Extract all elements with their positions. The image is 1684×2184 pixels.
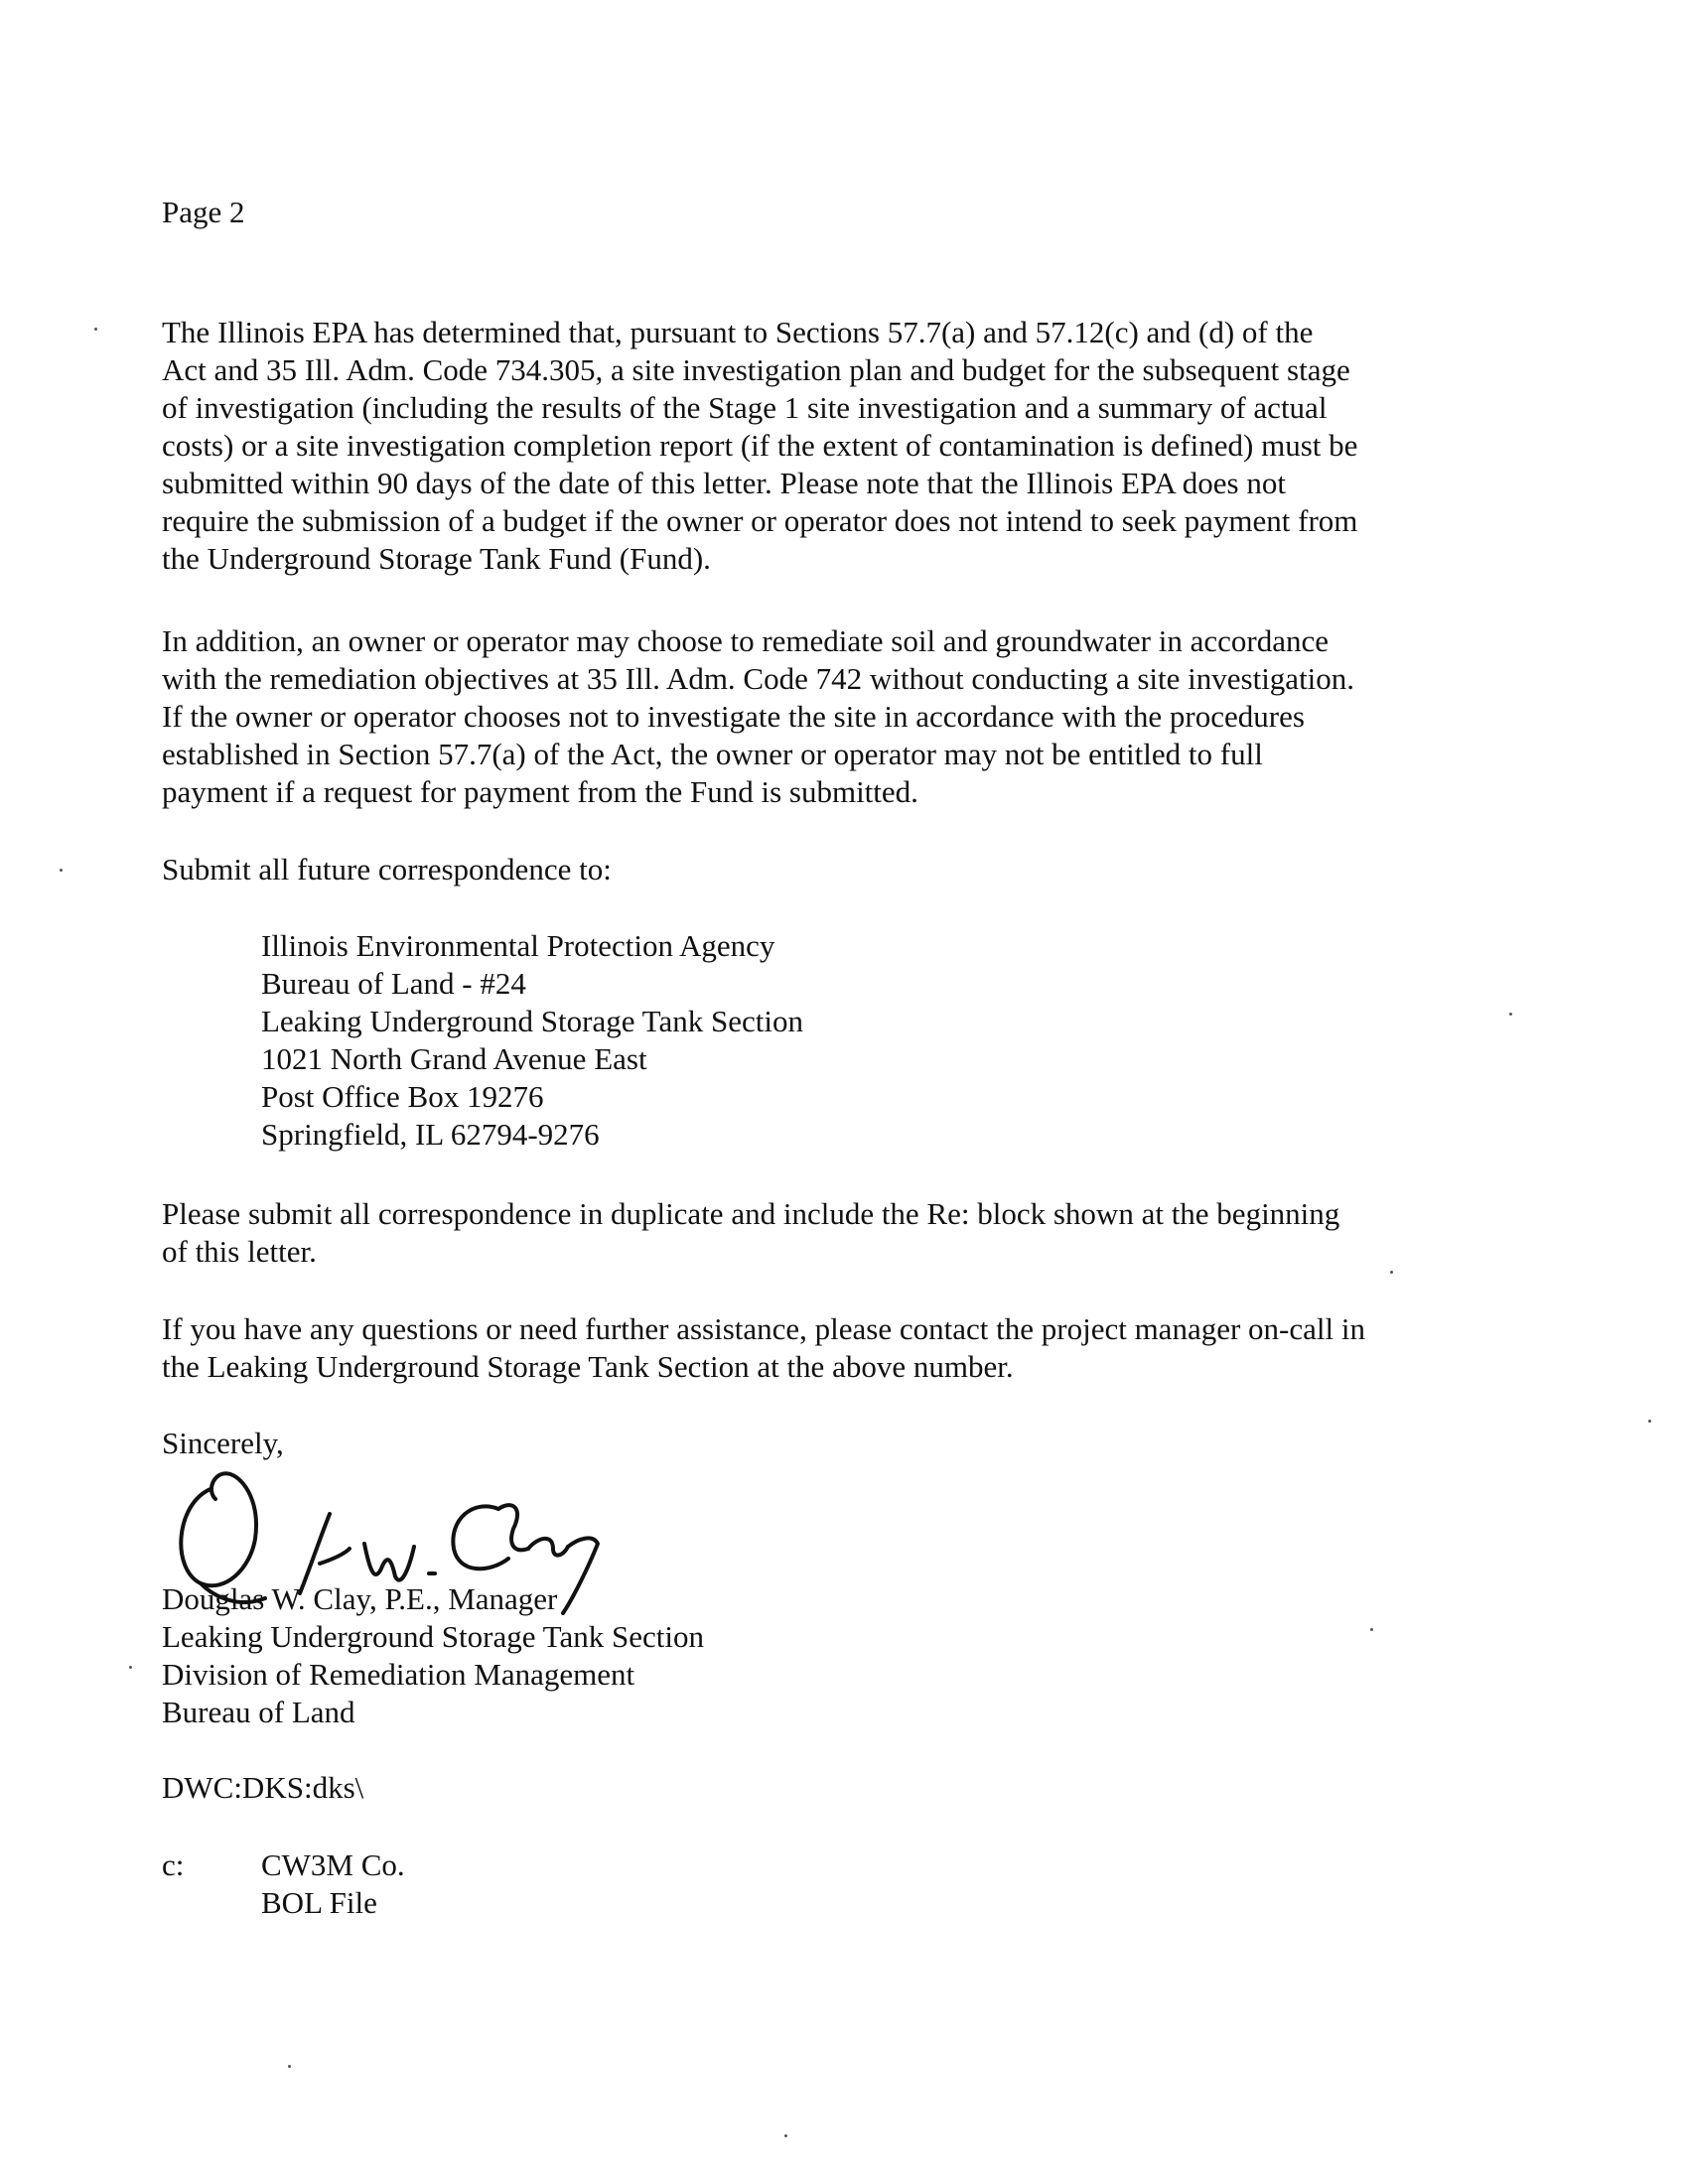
signer-division: Division of Remediation Management: [162, 1657, 635, 1692]
scan-speck: [94, 328, 97, 331]
signer-bureau: Bureau of Land: [162, 1695, 355, 1729]
scan-speck: [60, 869, 63, 872]
paragraph-duplicate: [162, 1195, 1453, 1271]
paragraph-line: The Illinois EPA has determined that, pursuant to Sections 57.7(a) and 57.12(c) and (d) of the: [162, 315, 1314, 349]
cc-recipient: BOL File: [261, 1885, 377, 1920]
cc-label: c:: [162, 1847, 185, 1882]
signature-block: [162, 1580, 704, 1731]
scan-speck: [288, 2065, 291, 2068]
paragraph-line: If you have any questions or need further assistance, please contact the project manager on-call in: [162, 1311, 1365, 1346]
cc-recipient: CW3M Co.: [261, 1847, 405, 1882]
paragraph-line: submitted within 90 days of the date of this letter. Please note that the Illinois EPA does not: [162, 466, 1286, 500]
scan-speck: [1370, 1628, 1373, 1631]
cc-recipients: [261, 1846, 405, 1922]
paragraph-submit-to: [162, 851, 1453, 888]
paragraph-line: with the remediation objectives at 35 Ill. Adm. Code 742 without conducting a site investigation.: [162, 661, 1355, 696]
paragraph-line: the Underground Storage Tank Fund (Fund).: [162, 541, 711, 576]
signer-name: Douglas W. Clay, P.E., Manager: [162, 1581, 558, 1616]
paragraph-line: Act and 35 Ill. Adm. Code 734.305, a site investigation plan and budget for the subsequent stage: [162, 352, 1350, 387]
paragraph-questions: [162, 1310, 1453, 1386]
mailing-address: [261, 927, 803, 1154]
scan-speck: [129, 1666, 132, 1669]
paragraph-line: of this letter.: [162, 1234, 317, 1269]
address-line: Bureau of Land - #24: [261, 966, 526, 1001]
closing-salutation: Sincerely,: [162, 1426, 284, 1460]
scan-speck: [1648, 1420, 1651, 1423]
paragraph-line: In addition, an owner or operator may choose to remediate soil and groundwater in accordance: [162, 623, 1329, 658]
scan-speck: [784, 2134, 787, 2137]
paragraph-line: the Leaking Underground Storage Tank Section at the above number.: [162, 1349, 1014, 1384]
paragraph-line: of investigation (including the results of the Stage 1 site investigation and a summary of actual: [162, 390, 1328, 425]
paragraph-line: Please submit all correspondence in duplicate and include the Re: block shown at the beginning: [162, 1196, 1340, 1231]
paragraph-remediation: [162, 622, 1453, 811]
scan-speck: [1509, 1013, 1512, 1016]
scan-speck: [1390, 1271, 1393, 1274]
paragraph-line: established in Section 57.7(a) of the Act, the owner or operator may not be entitled to full: [162, 737, 1263, 771]
paragraph-line: Submit all future correspondence to:: [162, 852, 612, 887]
signer-section: Leaking Underground Storage Tank Section: [162, 1619, 704, 1654]
reference-initials: DWC:DKS:dks\: [162, 1770, 364, 1805]
paragraph-line: payment if a request for payment from the Fund is submitted.: [162, 774, 918, 809]
address-line: 1021 North Grand Avenue East: [261, 1041, 647, 1076]
paragraph-line: costs) or a site investigation completion report (if the extent of contamination is defined) must be: [162, 428, 1358, 463]
address-line: Post Office Box 19276: [261, 1079, 544, 1114]
address-line: Springfield, IL 62794-9276: [261, 1117, 600, 1152]
page-number: Page 2: [162, 195, 245, 229]
address-line: Leaking Underground Storage Tank Section: [261, 1004, 803, 1038]
address-line: Illinois Environmental Protection Agency: [261, 928, 775, 963]
paragraph-line: require the submission of a budget if the owner or operator does not intend to seek payment from: [162, 503, 1358, 538]
paragraph-line: If the owner or operator chooses not to investigate the site in accordance with the procedures: [162, 699, 1305, 734]
paragraph-site-investigation: [162, 314, 1453, 578]
